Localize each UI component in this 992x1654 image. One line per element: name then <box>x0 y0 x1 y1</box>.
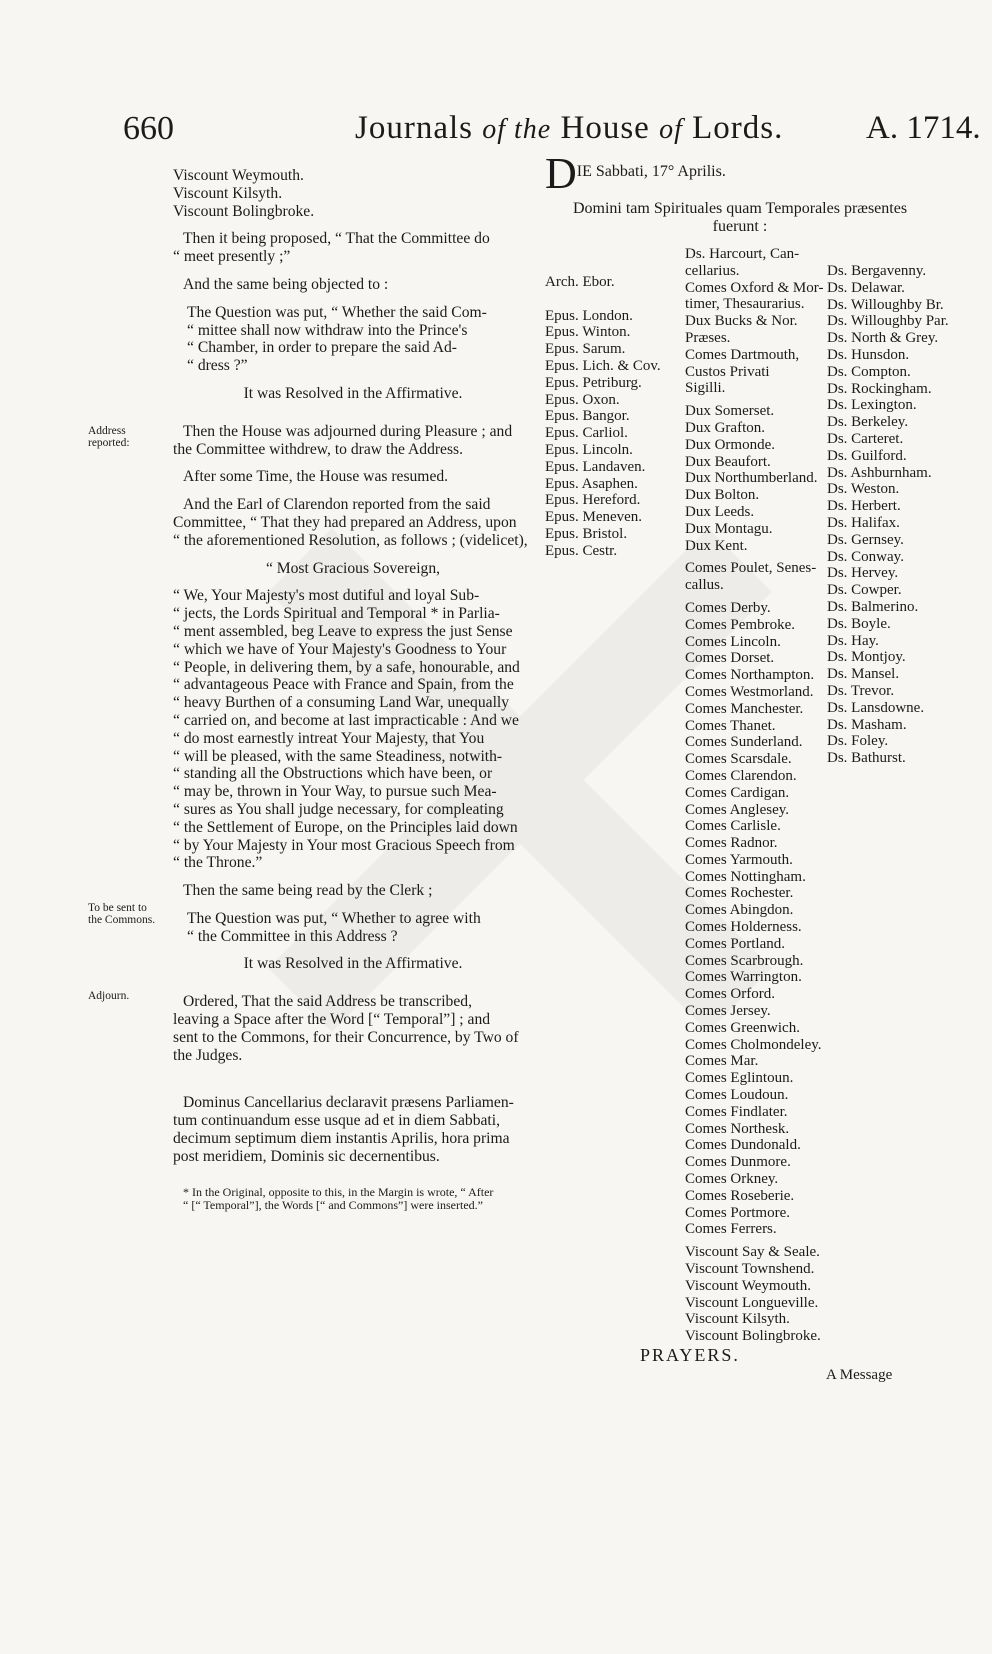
earl-entry: Comes Lincoln. <box>685 633 781 650</box>
day-heading-text: IE Sabbati, 17° Aprilis. <box>576 163 726 180</box>
attendee-entry: Epus. Carliol. <box>545 425 628 442</box>
baron-entry: Ds. Willoughby Par. <box>827 313 949 330</box>
address-line: “ ment assembled, beg Leave to express the just Sense <box>173 622 513 640</box>
baron-entry: Ds. Weston. <box>827 481 900 498</box>
viscount-entry: Viscount Longueville. <box>685 1294 819 1311</box>
baron-entry: Ds. Hay. <box>827 632 879 649</box>
address-line: “ may be, thrown in Your Way, to pursue such Mea- <box>173 783 497 801</box>
viscount-entry: Viscount Say & Seale. <box>685 1244 820 1261</box>
earl-entry: Comes Pembroke. <box>685 616 795 633</box>
address-line: “ standing all the Obstructions which have been, or <box>173 765 493 783</box>
earl-entry: Comes Nottingham. <box>685 868 806 885</box>
baron-entry: Ds. Halifax. <box>827 514 900 531</box>
address-line: “ the Settlement of Europe, on the Principles laid down <box>173 818 518 836</box>
baron-entry: Ds. Gernsey. <box>827 531 904 548</box>
address-line: “ by Your Majesty in Your most Gracious Speech from <box>173 836 515 854</box>
earl-entry: Comes Radnor. <box>685 835 778 852</box>
left-column <box>173 167 533 1212</box>
earl-entry: Comes Dunmore. <box>685 1154 791 1171</box>
earl-entry: Comes Derby. <box>685 599 771 616</box>
attendee-entry: Epus. Bristol. <box>545 525 628 542</box>
baron-entry: Ds. Masham. <box>827 716 907 733</box>
title-of: of <box>659 114 683 145</box>
resolution-line: It was Resolved in the Affirmative. <box>243 955 463 973</box>
peers-column <box>685 246 825 1345</box>
viscount-entry: Viscount Townshend. <box>685 1261 815 1278</box>
attendee-entry: Epus. London. <box>545 307 633 324</box>
baron-entry: Ds. Bathurst. <box>827 750 906 767</box>
earl-entry: Comes Rochester. <box>685 885 794 902</box>
paragraph-line: “ Chamber, in order to prepare the said Ad- <box>187 339 458 357</box>
paragraph-line: “ the Committee in this Address ? <box>187 927 398 945</box>
attendee-entry: Epus. Landaven. <box>545 458 646 475</box>
attendee-entry: Epus. Winton. <box>545 324 631 341</box>
attendee-entry: Epus. Bangor. <box>545 408 630 425</box>
paragraph-line: The Question was put, “ Whether the said Com- <box>187 303 487 321</box>
baron-entry: Ds. Willoughby Br. <box>827 296 944 313</box>
baron-entry: Ds. North & Grey. <box>827 330 939 347</box>
paragraph-line: And the Earl of Clarendon reported from the said <box>183 496 491 514</box>
baron-entry: Ds. Conway. <box>827 548 904 565</box>
paragraph-line: “ the aforementioned Resolution, as follows ; (videlicet), <box>173 531 528 549</box>
footnote-line: * In the Original, opposite to this, in the Margin is wrote, “ After <box>183 1184 494 1199</box>
earl-entry: Comes Manchester. <box>685 700 804 717</box>
drop-cap: D <box>545 149 577 198</box>
earl-entry: Comes Yarmouth. <box>685 851 793 868</box>
bishops-column <box>545 274 661 560</box>
attendee-entry: Arch. Ebor. <box>545 274 615 290</box>
title-of-the: of the <box>482 114 552 145</box>
attendee-entry: Epus. Sarum. <box>545 341 626 358</box>
paragraph-line: sent to the Commons, for their Concurrence, by Two of <box>173 1028 519 1046</box>
margin-note-to-be-sent: To be sent to the Commons. <box>88 902 156 926</box>
baron-entry: Ds. Mansel. <box>827 666 900 683</box>
baron-entry: Ds. Herbert. <box>827 498 901 515</box>
paragraph-line: post meridiem, Dominis sic decernentibus. <box>173 1147 440 1165</box>
attendee-entry: Epus. Lincoln. <box>545 441 633 458</box>
paragraph-line: “ mittee shall now withdraw into the Prince's <box>187 321 468 339</box>
duke-entry: Dux Bolton. <box>685 487 760 504</box>
earl-entry: Comes Clarendon. <box>685 767 797 784</box>
attendee-entry: Epus. Oxon. <box>545 391 620 408</box>
earl-entry: Comes Warrington. <box>685 969 802 986</box>
earl-entry: Comes Dundonald. <box>685 1137 801 1154</box>
baron-entry: Ds. Ashburnham. <box>827 464 932 481</box>
viscount-entry: Viscount Bolingbroke. <box>685 1328 821 1345</box>
viscount-line: Viscount Weymouth. <box>173 167 304 184</box>
attendee-entry: Epus. Cestr. <box>545 542 618 559</box>
margin-note-adjourn: Adjourn. <box>88 990 130 1002</box>
earl-entry: Comes Ferrers. <box>685 1221 777 1238</box>
earl-entry: Comes Holderness. <box>685 919 802 936</box>
address-line: “ jects, the Lords Spiritual and Temporal * in Parlia- <box>173 605 500 623</box>
address-line: “ carried on, and become at last impracticable : And we <box>173 711 519 729</box>
title-lords: Lords. <box>692 110 784 146</box>
earl-entry: Comes Loudoun. <box>685 1087 789 1104</box>
baron-entry: Ds. Boyle. <box>827 615 891 632</box>
earl-entry: Comes Greenwich. <box>685 1019 800 1036</box>
officer-entry: cellarius. <box>685 262 740 279</box>
officer-entry: Comes Oxford & Mor- <box>685 279 824 296</box>
attendee-entry: Epus. Petriburg. <box>545 374 642 391</box>
duke-entry: Dux Montagu. <box>685 520 773 537</box>
baron-entry: Ds. Trevor. <box>827 682 895 699</box>
address-line: “ will be pleased, with the same Steadiness, notwith- <box>173 747 503 765</box>
viscount-line: Viscount Bolingbroke. <box>173 202 315 220</box>
duke-entry: Dux Kent. <box>685 537 748 554</box>
duke-entry: Dux Ormonde. <box>685 436 775 453</box>
earl-entry: Comes Dorset. <box>685 650 775 667</box>
page-number: 660 <box>123 110 174 147</box>
officer-entry: Dux Bucks & Nor. <box>685 313 798 330</box>
officer-entry: Præses. <box>685 329 731 346</box>
officer-entry: Ds. Harcourt, Can- <box>685 246 800 262</box>
address-line: “ sures as You shall judge necessary, for compleating <box>173 800 504 818</box>
earl-entry: Comes Roseberie. <box>685 1187 795 1204</box>
day-heading <box>545 149 726 198</box>
baron-entry: Ds. Hunsdon. <box>827 346 910 363</box>
paragraph-line: Then it being proposed, “ That the Committee do <box>183 230 490 248</box>
address-line: “ do most earnestly intreat Your Majesty, that You <box>173 729 485 747</box>
earl-entry: Comes Eglintoun. <box>685 1070 794 1087</box>
viscount-entry: Viscount Kilsyth. <box>685 1311 790 1328</box>
earl-entry: Comes Scarsdale. <box>685 751 792 768</box>
paragraph-line: Dominus Cancellarius declaravit præsens Parliamen- <box>183 1094 514 1112</box>
earl-entry: Comes Westmorland. <box>685 683 814 700</box>
earl-entry: Comes Orkney. <box>685 1171 779 1188</box>
earl-entry: Comes Carlisle. <box>685 818 781 835</box>
attendee-entry: Epus. Lich. & Cov. <box>545 357 661 374</box>
earl-entry: Comes Portmore. <box>685 1204 790 1221</box>
baron-entry: Ds. Lexington. <box>827 397 917 414</box>
paragraph-line: Then the House was adjourned during Pleasure ; and <box>183 422 513 440</box>
paragraph-line: And the same being objected to : <box>183 275 389 293</box>
paragraph-line: Committee, “ That they had prepared an Address, upon <box>173 513 517 531</box>
salutation: “ Most Gracious Sovereign, <box>265 559 441 577</box>
paragraph-line: “ meet presently ;” <box>173 248 291 266</box>
paragraph-line: the Judges. <box>173 1046 243 1064</box>
paragraph-line: the Committee withdrew, to draw the Address. <box>173 440 464 458</box>
duke-entry: Dux Northumberland. <box>685 470 818 487</box>
baron-entry: Ds. Guilford. <box>827 447 907 464</box>
attendee-entry: Epus. Meneven. <box>545 509 643 526</box>
attendee-entry: Epus. Asaphen. <box>545 475 638 492</box>
baron-entry: Ds. Balmerino. <box>827 598 919 615</box>
earl-entry: Comes Mar. <box>685 1053 759 1070</box>
prayers-heading: PRAYERS. <box>640 1345 740 1365</box>
running-title <box>355 110 783 147</box>
page-year: A. 1714. <box>866 110 981 146</box>
officer-entry: Comes Poulet, Senes- <box>685 560 817 577</box>
duke-entry: Dux Beaufort. <box>685 453 771 470</box>
address-line: “ heavy Burthen of a consuming Land War, unequally <box>173 694 510 712</box>
address-text <box>173 587 533 872</box>
officer-entry: Comes Dartmouth, <box>685 346 800 363</box>
viscount-line: Viscount Kilsyth. <box>173 184 283 202</box>
paragraph-line: decimum septimum diem instantis Aprilis, hora prima <box>173 1130 510 1148</box>
attendee-entry: Epus. Hereford. <box>545 492 641 509</box>
margin-note-address-reported: Address reported: <box>88 425 130 449</box>
baron-entry: Ds. Bergavenny. <box>827 263 927 279</box>
duke-entry: Dux Leeds. <box>685 503 755 520</box>
earl-entry: Comes Portland. <box>685 935 785 952</box>
earl-entry: Comes Anglesey. <box>685 801 790 818</box>
earl-entry: Comes Findlater. <box>685 1103 788 1120</box>
domini-heading: Domini tam Spirituales quam Temporales præsentes fuerunt : <box>572 200 908 235</box>
baron-entry: Ds. Delawar. <box>827 279 905 296</box>
address-line: “ We, Your Majesty's most dutiful and loyal Sub- <box>173 587 480 605</box>
earl-entry: Comes Thanet. <box>685 717 776 734</box>
earl-entry: Comes Cholmondeley. <box>685 1036 822 1053</box>
paragraph-line: The Question was put, “ Whether to agree with <box>187 909 481 927</box>
footnote-line: “ [“ Temporal”], the Words [“ and Commons”] were inserted.” <box>183 1197 483 1212</box>
baron-entry: Ds. Berkeley. <box>827 414 909 431</box>
baron-entry: Ds. Foley. <box>827 733 889 750</box>
baron-entry: Ds. Lansdowne. <box>827 699 925 716</box>
paragraph-line: Then the same being read by the Clerk ; <box>183 882 433 900</box>
address-line: “ People, in delivering them, by a safe, honourable, and <box>173 658 520 676</box>
duke-entry: Dux Somerset. <box>685 403 775 420</box>
resolution-line: It was Resolved in the Affirmative. <box>243 384 463 402</box>
baron-entry: Ds. Hervey. <box>827 565 899 582</box>
baron-entry: Ds. Compton. <box>827 363 911 380</box>
officer-entry: Sigilli. <box>685 380 726 397</box>
address-line: “ advantageous Peace with France and Spain, from the <box>173 676 514 694</box>
address-line: “ which we have of Your Majesty's Goodness to Your <box>173 640 507 658</box>
attendee-entry <box>545 291 661 308</box>
earl-entry: Comes Northesk. <box>685 1120 790 1137</box>
earl-entry: Comes Sunderland. <box>685 734 803 751</box>
title-house: House <box>560 110 650 146</box>
barons-column <box>827 263 949 767</box>
officer-entry: Custos Privati <box>685 363 770 380</box>
baron-entry: Ds. Cowper. <box>827 582 902 599</box>
title-journals: Journals <box>355 110 473 146</box>
duke-entry: Dux Grafton. <box>685 419 765 436</box>
officer-entry: callus. <box>685 577 724 594</box>
earl-entry: Comes Abingdon. <box>685 902 794 919</box>
earl-entry: Comes Northampton. <box>685 667 815 684</box>
officer-entry: timer, Thesaurarius. <box>685 296 805 313</box>
paragraph-line: After some Time, the House was resumed. <box>183 468 449 486</box>
paragraph-line: leaving a Space after the Word [“ Temporal”] ; and <box>173 1011 491 1029</box>
paragraph-line: tum continuandum esse usque ad et in diem Sabbati, <box>173 1112 500 1130</box>
address-line: “ the Throne.” <box>173 854 263 872</box>
earl-entry: Comes Scarbrough. <box>685 952 804 969</box>
paragraph-line: Ordered, That the said Address be transcribed, <box>183 993 472 1011</box>
baron-entry: Ds. Carteret. <box>827 430 904 447</box>
catchword: A Message <box>826 1367 893 1383</box>
baron-entry: Ds. Montjoy. <box>827 649 906 666</box>
baron-entry: Ds. Rockingham. <box>827 380 932 397</box>
viscount-entry: Viscount Weymouth. <box>685 1277 811 1294</box>
paragraph-line: “ dress ?” <box>187 357 248 375</box>
earl-entry: Comes Cardigan. <box>685 784 790 801</box>
earl-entry: Comes Orford. <box>685 986 775 1003</box>
earl-entry: Comes Jersey. <box>685 1003 771 1020</box>
